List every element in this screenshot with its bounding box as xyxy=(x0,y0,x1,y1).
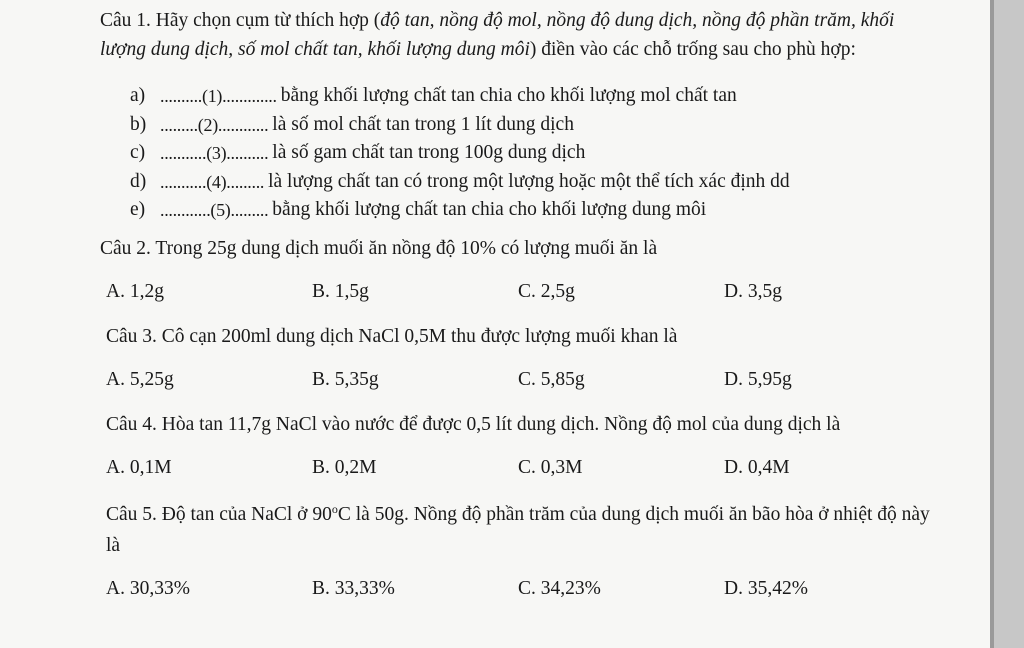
question-1 xyxy=(100,7,930,64)
fill-in-blank: ...........(3).......... xyxy=(160,143,269,163)
item-text: bằng khối lượng chất tan chia cho khối lượng dung môi xyxy=(272,199,707,220)
item-label: a) xyxy=(130,85,146,106)
item-label: d) xyxy=(130,170,147,192)
fill-in-blank: ..........(1)............. xyxy=(160,86,277,106)
answer-option-a: A. 30,33% xyxy=(106,577,190,599)
question-5-text-end: C là 50g. Nồng độ phần trăm của dung dịch muối ăn bão hòa ở nhiệt độ này là xyxy=(106,503,930,556)
question-2-answers xyxy=(106,278,930,306)
question-5-answers xyxy=(106,575,930,603)
item-label: e) xyxy=(130,199,146,220)
fill-in-blank: ...........(4)......... xyxy=(160,171,265,192)
question-1-items xyxy=(100,82,930,225)
answer-option-a: A. 5,25g xyxy=(106,368,174,390)
fill-in-blank: .........(2)............ xyxy=(160,114,269,135)
question-3: Câu 3. Cô cạn 200ml dung dịch NaCl 0,5M thu được lượng muối khan là xyxy=(106,325,678,347)
answer-option-b: B. 1,5g xyxy=(312,280,369,302)
answer-option-d: D. 3,5g xyxy=(724,280,782,302)
exercise-sheet xyxy=(100,7,930,603)
degree-superscript: o xyxy=(331,501,338,516)
answer-option-b: B. 5,35g xyxy=(312,368,379,390)
answer-option-c: C. 5,85g xyxy=(518,368,585,390)
question-1-item-d xyxy=(100,168,930,197)
question-4-answers xyxy=(106,454,930,482)
answer-option-c: C. 2,5g xyxy=(518,280,575,302)
answer-option-d: D. 5,95g xyxy=(724,368,792,390)
item-text: là số gam chất tan trong 100g dung dịch xyxy=(272,142,586,163)
question-1-options: độ tan, nồng độ mol, nồng độ dung dịch, nồng độ phần trăm, khối lượng dung dịch, số mol chất tan, khối lượng dung môi xyxy=(100,10,895,60)
answer-option-d: D. 35,42% xyxy=(724,577,808,599)
answer-option-b: B. 0,2M xyxy=(312,456,377,478)
question-1-item-b xyxy=(100,111,930,140)
answer-option-d: D. 0,4M xyxy=(724,456,790,478)
question-1-prefix: Câu 1. Hãy chọn cụm từ thích hợp ( xyxy=(100,10,381,31)
item-text: là lượng chất tan có trong một lượng hoặc một thể tích xác định dd xyxy=(268,170,790,192)
item-text: là số mol chất tan trong 1 lít dung dịch xyxy=(272,113,574,135)
item-text: bằng khối lượng chất tan chia cho khối lượng mol chất tan xyxy=(280,85,737,106)
question-2: Câu 2. Trong 25g dung dịch muối ăn nồng độ 10% có lượng muối ăn là xyxy=(100,237,658,259)
question-1-suffix: ) điền vào các chỗ trống sau cho phù hợp: xyxy=(529,38,856,60)
answer-option-b: B. 33,33% xyxy=(312,577,395,599)
item-label: c) xyxy=(130,142,146,163)
item-label: b) xyxy=(130,113,147,135)
question-1-item-a xyxy=(100,82,930,111)
answer-option-a: A. 0,1M xyxy=(106,456,172,478)
question-5-text-start: Câu 5. Độ tan của NaCl ở 90 xyxy=(106,503,332,525)
question-3-answers xyxy=(106,366,930,394)
question-5 xyxy=(100,499,930,561)
question-1-item-e xyxy=(100,196,930,225)
answer-option-a: A. 1,2g xyxy=(106,280,164,302)
question-4: Câu 4. Hòa tan 11,7g NaCl vào nước để được 0,5 lít dung dịch. Nồng độ mol của dung dịch là xyxy=(106,413,841,435)
page-edge-background xyxy=(994,0,1024,648)
answer-option-c: C. 0,3M xyxy=(518,456,583,478)
fill-in-blank: ............(5)......... xyxy=(160,200,269,220)
question-1-item-c xyxy=(100,139,930,168)
answer-option-c: C. 34,23% xyxy=(518,577,601,599)
